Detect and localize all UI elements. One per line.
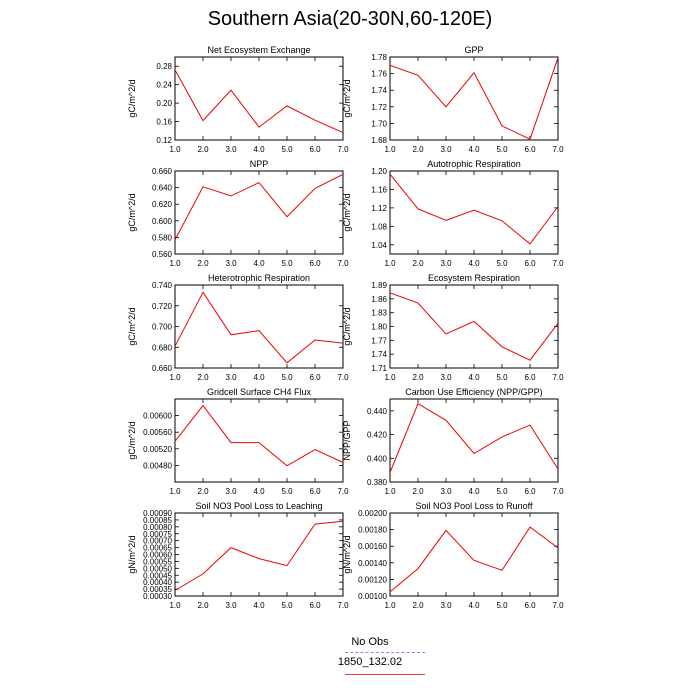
x-tick-label: 3.0 — [440, 373, 452, 382]
x-tick-label: 6.0 — [524, 145, 536, 154]
y-tick-label: 0.440 — [366, 406, 387, 416]
y-tick-label: 1.68 — [371, 136, 387, 145]
y-tick-label: 0.400 — [366, 454, 387, 464]
series-line — [175, 174, 343, 240]
x-tick-label: 6.0 — [309, 601, 321, 610]
y-tick-label: 0.00080 — [143, 522, 172, 532]
y-tick-label: 0.620 — [151, 200, 172, 210]
y-tick-label: 0.16 — [156, 117, 172, 127]
y-tick-label: 0.00480 — [143, 461, 172, 471]
x-tick-label: 3.0 — [440, 601, 452, 610]
page-title: Southern Asia(20-30N,60-120E) — [207, 8, 493, 30]
series-line — [390, 527, 558, 592]
y-tick-label: 0.00045 — [143, 571, 172, 581]
y-tick-label: 0.660 — [151, 364, 172, 373]
chart-title: Gridcell Surface CH4 Flux — [206, 387, 312, 397]
y-tick-label: 0.580 — [151, 233, 172, 243]
x-tick-label: 3.0 — [225, 487, 237, 496]
chart-panel-3 — [342, 159, 564, 268]
x-tick-label: 4.0 — [468, 487, 480, 496]
chart-title: Heterotrophic Respiration — [207, 273, 311, 283]
y-tick-label: 0.00090 — [143, 509, 172, 518]
y-tick-label: 1.12 — [371, 203, 387, 213]
y-tick-label: 0.660 — [151, 167, 172, 176]
y-tick-label: 0.00035 — [143, 585, 172, 595]
x-tick-label: 2.0 — [197, 259, 209, 268]
y-tick-label: 0.00160 — [358, 542, 387, 552]
y-tick-label: 0.00560 — [143, 428, 172, 438]
y-tick-label: 1.04 — [371, 240, 387, 250]
y-tick-label: 0.00200 — [358, 509, 387, 518]
chart-title: NPP — [249, 159, 269, 169]
y-tick-label: 0.700 — [151, 322, 172, 332]
chart-panel-2 — [127, 159, 349, 268]
y-axis-label: gC/m^2/d — [342, 193, 352, 232]
y-tick-label: 1.71 — [371, 364, 387, 373]
x-tick-label: 1.0 — [169, 601, 181, 610]
y-tick-label: 0.00055 — [143, 557, 172, 567]
y-axis-label: gC/m^2/d — [342, 79, 352, 118]
legend-label-run: 1850_132.02 — [337, 656, 403, 668]
y-tick-label: 1.86 — [371, 294, 387, 304]
chart-panel-0 — [127, 45, 349, 154]
y-tick-label: 0.00030 — [143, 592, 172, 601]
chart-title: Ecosystem Respiration — [427, 273, 521, 283]
y-tick-label: 1.16 — [371, 185, 387, 195]
y-tick-label: 1.08 — [371, 222, 387, 232]
x-tick-label: 6.0 — [524, 487, 536, 496]
y-tick-label: 0.00140 — [358, 558, 387, 568]
x-tick-label: 2.0 — [412, 487, 424, 496]
plot-frame — [390, 171, 558, 254]
y-tick-label: 0.00040 — [143, 578, 172, 588]
x-tick-label: 5.0 — [281, 601, 293, 610]
x-tick-label: 5.0 — [281, 259, 293, 268]
y-tick-label: 0.420 — [366, 430, 387, 440]
y-tick-label: 0.680 — [151, 343, 172, 353]
x-tick-label: 6.0 — [524, 259, 536, 268]
series-line — [175, 521, 343, 590]
x-tick-label: 1.0 — [384, 601, 396, 610]
x-tick-label: 2.0 — [197, 145, 209, 154]
plot-frame — [390, 285, 558, 368]
series-line — [175, 70, 343, 133]
chart-panel-6 — [127, 387, 349, 496]
chart-title: Carbon Use Efficiency (NPP/GPP) — [405, 387, 543, 397]
series-line — [390, 293, 558, 360]
y-tick-label: 0.00050 — [143, 564, 172, 574]
plot-frame — [175, 513, 343, 596]
x-tick-label: 4.0 — [468, 373, 480, 382]
x-tick-label: 3.0 — [225, 373, 237, 382]
y-tick-label: 1.76 — [371, 69, 387, 79]
x-tick-label: 6.0 — [309, 259, 321, 268]
y-tick-label: 0.00520 — [143, 444, 172, 454]
y-tick-label: 1.74 — [371, 86, 387, 96]
x-tick-label: 4.0 — [253, 487, 265, 496]
x-tick-label: 1.0 — [169, 487, 181, 496]
x-tick-label: 1.0 — [169, 373, 181, 382]
x-tick-label: 5.0 — [281, 145, 293, 154]
y-axis-label: gC/m^2/d — [127, 421, 137, 460]
series-line — [175, 406, 343, 466]
series-line — [390, 174, 558, 244]
legend-label-no-obs: No Obs — [351, 636, 389, 648]
series-line — [175, 292, 343, 363]
y-tick-label: 1.20 — [371, 167, 387, 176]
y-tick-label: 1.89 — [371, 281, 387, 290]
x-tick-label: 7.0 — [552, 145, 564, 154]
y-tick-label: 0.00120 — [358, 575, 387, 585]
y-tick-label: 1.72 — [371, 102, 387, 112]
plot-frame — [390, 57, 558, 140]
x-tick-label: 5.0 — [496, 373, 508, 382]
x-tick-label: 5.0 — [496, 601, 508, 610]
x-tick-label: 7.0 — [337, 259, 349, 268]
chart-title: GPP — [464, 45, 484, 55]
chart-panel-1 — [342, 45, 564, 154]
x-tick-label: 1.0 — [384, 373, 396, 382]
x-tick-label: 2.0 — [412, 259, 424, 268]
chart-panel-8 — [127, 501, 349, 610]
y-tick-label: 0.00600 — [143, 411, 172, 421]
x-tick-label: 6.0 — [309, 145, 321, 154]
x-tick-label: 1.0 — [169, 259, 181, 268]
x-tick-label: 5.0 — [281, 487, 293, 496]
series-line — [390, 404, 558, 473]
x-tick-label: 3.0 — [440, 487, 452, 496]
chart-panel-4 — [127, 273, 349, 382]
x-tick-label: 7.0 — [337, 373, 349, 382]
x-tick-label: 7.0 — [552, 259, 564, 268]
chart-title: Autotrophic Respiration — [427, 159, 521, 169]
legend-line-run — [345, 674, 425, 675]
x-tick-label: 2.0 — [197, 373, 209, 382]
chart-title: Soil NO3 Pool Loss to Runoff — [415, 501, 533, 511]
y-tick-label: 0.740 — [151, 281, 172, 290]
x-tick-label: 7.0 — [552, 601, 564, 610]
y-tick-label: 1.83 — [371, 308, 387, 318]
x-tick-label: 3.0 — [440, 259, 452, 268]
x-tick-label: 4.0 — [468, 259, 480, 268]
x-tick-label: 3.0 — [225, 259, 237, 268]
x-tick-label: 6.0 — [524, 601, 536, 610]
chart-title: Net Ecosystem Exchange — [207, 45, 311, 55]
x-tick-label: 1.0 — [384, 259, 396, 268]
y-axis-label: gN/m^2/d — [127, 535, 137, 574]
x-tick-label: 1.0 — [169, 145, 181, 154]
x-tick-label: 3.0 — [225, 601, 237, 610]
y-tick-label: 0.720 — [151, 301, 172, 311]
x-tick-label: 4.0 — [253, 259, 265, 268]
y-tick-label: 0.00065 — [143, 543, 172, 553]
x-tick-label: 2.0 — [412, 373, 424, 382]
y-tick-label: 1.70 — [371, 119, 387, 129]
x-tick-label: 5.0 — [281, 373, 293, 382]
y-tick-label: 0.00100 — [358, 592, 387, 601]
x-tick-label: 6.0 — [309, 373, 321, 382]
x-tick-label: 1.0 — [384, 487, 396, 496]
y-axis-label: NPP/GPP — [342, 420, 352, 461]
y-axis-label: gC/m^2/d — [342, 307, 352, 346]
y-tick-label: 0.12 — [156, 136, 172, 145]
x-tick-label: 7.0 — [337, 145, 349, 154]
y-tick-label: 0.00085 — [143, 515, 172, 525]
x-tick-label: 7.0 — [552, 487, 564, 496]
x-tick-label: 7.0 — [337, 487, 349, 496]
x-tick-label: 4.0 — [253, 373, 265, 382]
x-tick-label: 2.0 — [412, 601, 424, 610]
x-tick-label: 6.0 — [309, 487, 321, 496]
chart-panel-9 — [342, 501, 564, 610]
y-tick-label: 0.640 — [151, 183, 172, 193]
x-tick-label: 1.0 — [384, 145, 396, 154]
x-tick-label: 2.0 — [197, 601, 209, 610]
y-tick-label: 0.00180 — [358, 525, 387, 535]
plot-frame — [175, 399, 343, 482]
x-tick-label: 5.0 — [496, 487, 508, 496]
y-tick-label: 0.380 — [366, 478, 387, 487]
y-axis-label: gC/m^2/d — [127, 307, 137, 346]
y-tick-label: 0.20 — [156, 99, 172, 109]
x-tick-label: 7.0 — [337, 601, 349, 610]
y-tick-label: 1.80 — [371, 322, 387, 332]
y-axis-label: gN/m^2/d — [342, 535, 352, 574]
y-tick-label: 1.77 — [371, 336, 387, 346]
y-tick-label: 0.00075 — [143, 529, 172, 539]
x-tick-label: 2.0 — [197, 487, 209, 496]
x-tick-label: 5.0 — [496, 145, 508, 154]
y-axis-label: gC/m^2/d — [127, 193, 137, 232]
y-tick-label: 0.00060 — [143, 550, 172, 560]
legend-line-no-obs — [345, 652, 425, 653]
x-tick-label: 4.0 — [468, 601, 480, 610]
series-line — [390, 58, 558, 139]
x-tick-label: 2.0 — [412, 145, 424, 154]
chart-panel-7 — [342, 387, 564, 496]
y-tick-label: 0.00070 — [143, 536, 172, 546]
plot-frame — [390, 513, 558, 596]
chart-panel-5 — [342, 273, 564, 382]
y-axis-label: gC/m^2/d — [127, 79, 137, 118]
x-tick-label: 4.0 — [253, 601, 265, 610]
y-tick-label: 1.74 — [371, 350, 387, 360]
x-tick-label: 5.0 — [496, 259, 508, 268]
y-tick-label: 0.600 — [151, 216, 172, 226]
x-tick-label: 7.0 — [552, 373, 564, 382]
x-tick-label: 4.0 — [468, 145, 480, 154]
y-tick-label: 0.28 — [156, 62, 172, 72]
x-tick-label: 4.0 — [253, 145, 265, 154]
plot-frame — [175, 171, 343, 254]
chart-title: Soil NO3 Pool Loss to Leaching — [195, 501, 323, 511]
x-tick-label: 3.0 — [225, 145, 237, 154]
y-tick-label: 0.560 — [151, 250, 172, 259]
y-tick-label: 0.24 — [156, 80, 172, 90]
x-tick-label: 6.0 — [524, 373, 536, 382]
y-tick-label: 1.78 — [371, 53, 387, 62]
x-tick-label: 3.0 — [440, 145, 452, 154]
legend — [300, 634, 440, 694]
